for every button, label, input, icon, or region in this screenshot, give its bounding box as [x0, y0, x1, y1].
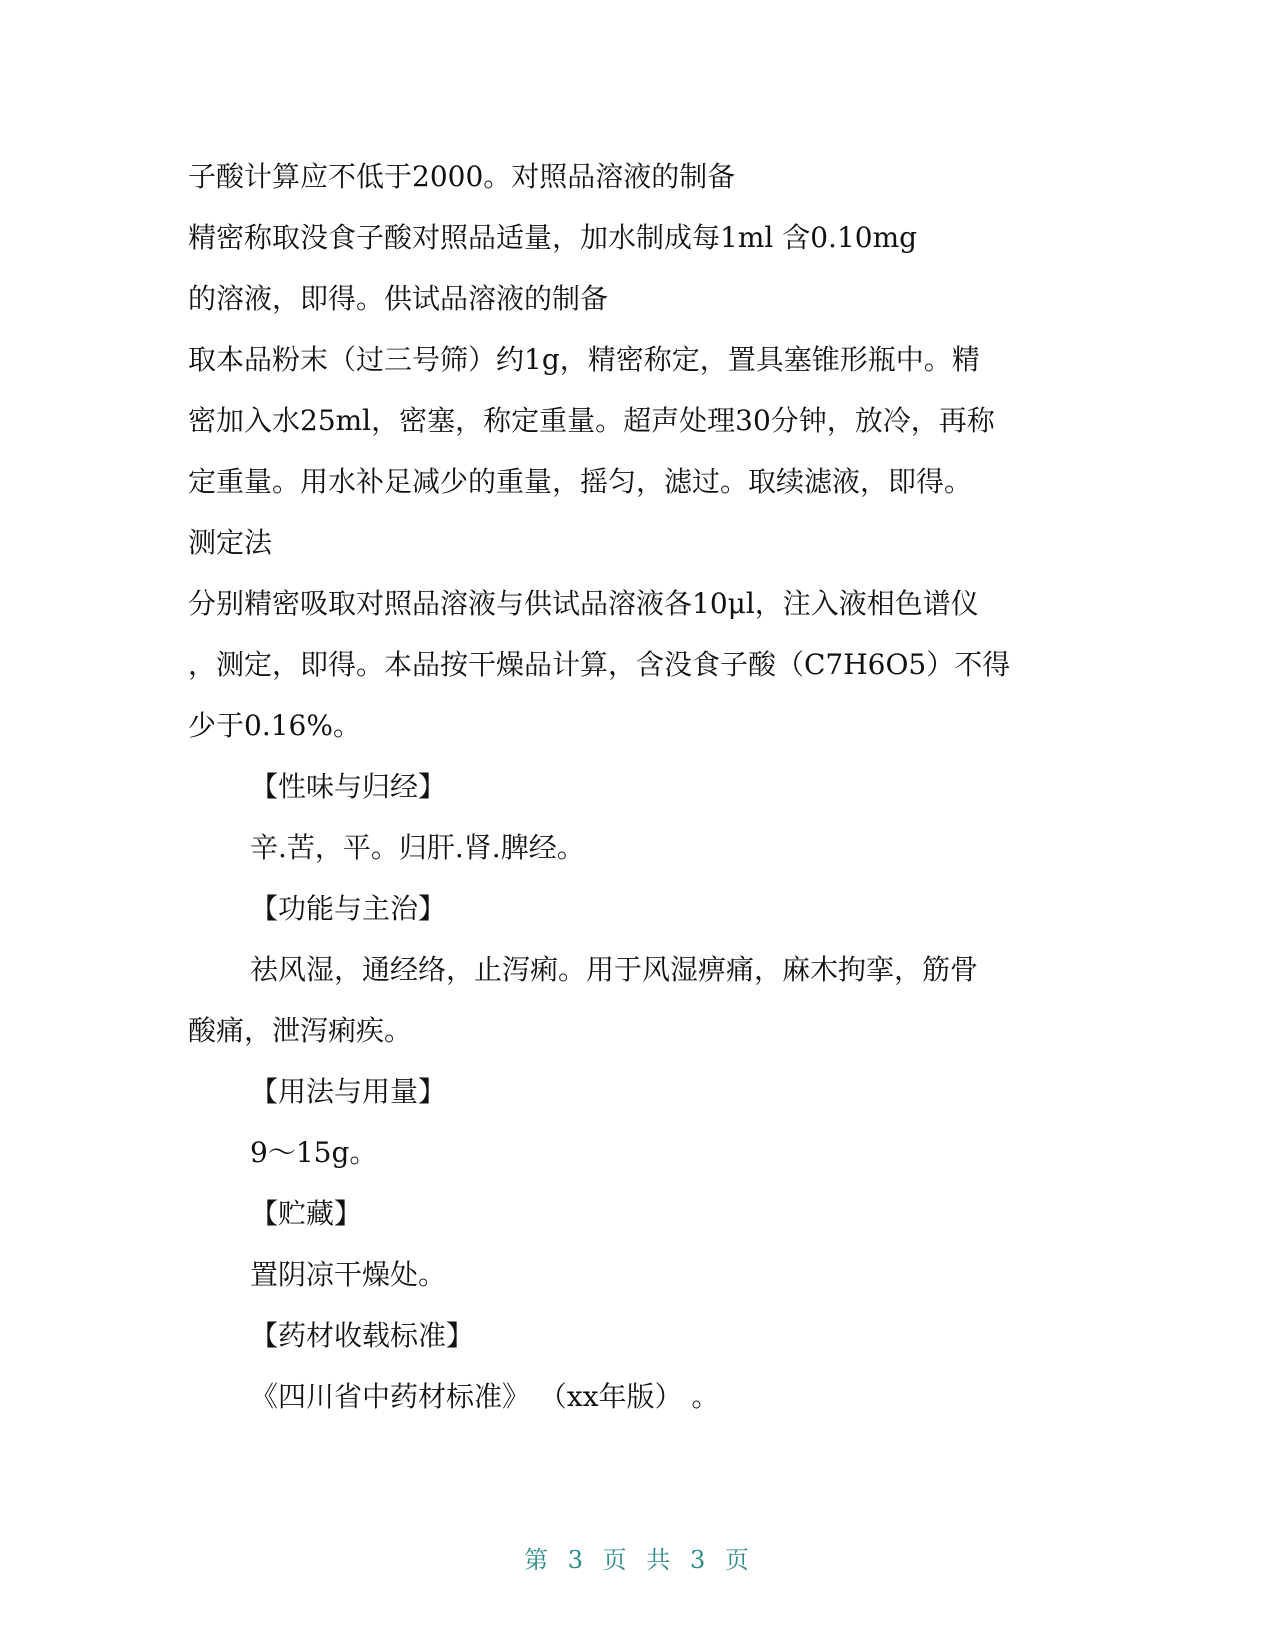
page-number-footer: 第 3 页 共 3 页 — [524, 1546, 751, 1574]
text-line-14: 祛风湿，通经络，止泻痢。用于风湿痹痛，麻木拘挛，筋骨 — [250, 953, 979, 986]
section-heading-nature: 【性味与归经】 — [250, 770, 447, 803]
text-line-12: 辛.苦，平。归肝.肾.脾经。 — [250, 831, 585, 864]
document-body — [188, 146, 1088, 1427]
section-heading-assay: 测定法 — [188, 526, 273, 559]
text-line-3: 的溶液，即得。供试品溶液的制备 — [188, 282, 609, 315]
text-line-17: 9～15g。 — [250, 1136, 378, 1169]
text-line-5: 密加入水25ml，密塞，称定重量。超声处理30分钟，放冷，再称 — [188, 404, 995, 437]
section-heading-function: 【功能与主治】 — [250, 892, 447, 925]
text-line-15: 酸痛，泄泻痢疾。 — [188, 1014, 413, 1047]
section-heading-storage: 【贮藏】 — [250, 1197, 363, 1230]
section-heading-dosage: 【用法与用量】 — [250, 1075, 447, 1108]
text-line-19: 置阴凉干燥处。 — [250, 1258, 447, 1291]
text-line-2: 精密称取没食子酸对照品适量，加水制成每1ml 含0.10mg — [188, 221, 918, 254]
text-line-1: 子酸计算应不低于2000。对照品溶液的制备 — [188, 160, 736, 193]
text-line-6: 定重量。用水补足减少的重量，摇匀，滤过。取续滤液，即得。 — [188, 465, 973, 498]
text-line-10: 少于0.16%。 — [188, 709, 361, 742]
section-heading-standard: 【药材收载标准】 — [250, 1319, 475, 1352]
text-line-9: ，测定，即得。本品按干燥品计算，含没食子酸（C7H6O5）不得 — [188, 648, 1011, 681]
text-line-4: 取本品粉末（过三号筛）约1g，精密称定，置具塞锥形瓶中。精 — [188, 343, 980, 376]
text-line-21: 《四川省中药材标准》 （xx年版） 。 — [250, 1380, 720, 1413]
text-line-8: 分别精密吸取对照品溶液与供试品溶液各10μl，注入液相色谱仪 — [188, 587, 979, 620]
